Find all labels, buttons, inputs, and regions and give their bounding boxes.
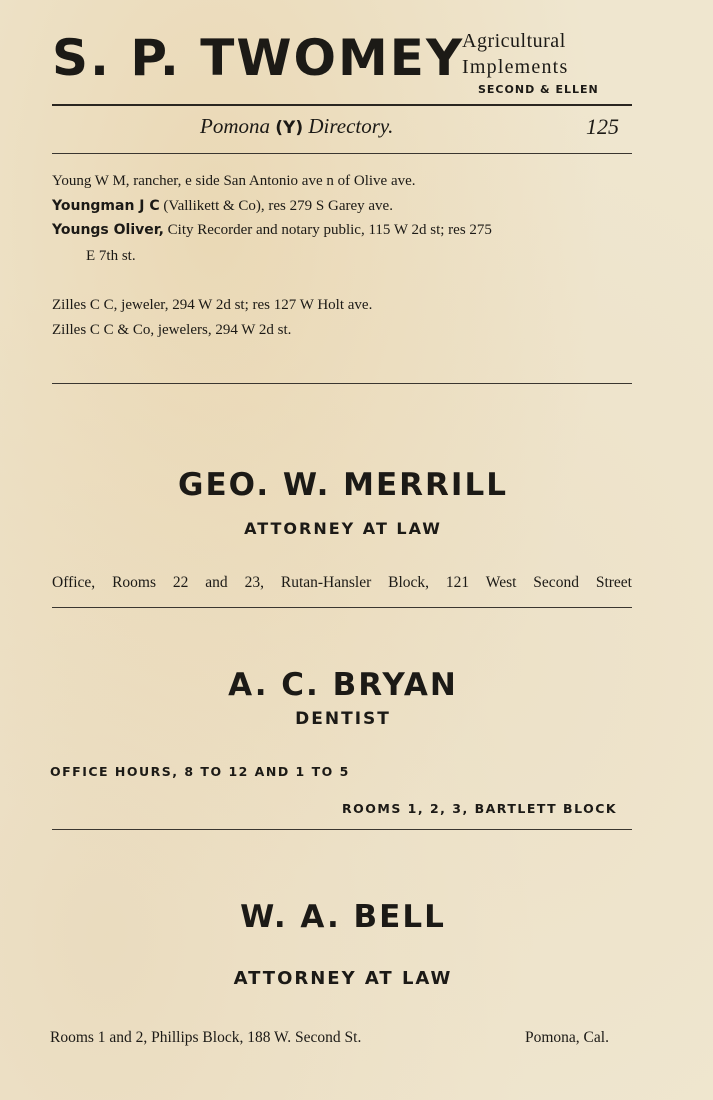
entry-text: Young W M, rancher, e side San Antonio ave n of Olive ave.	[52, 173, 416, 189]
merrill-office: Office, Rooms 22 and 23, Rutan-Hansler Block, 121 West Second Street	[52, 574, 632, 591]
header-business-name: S. P. TWOMEY	[52, 29, 465, 87]
entry-text: (Vallikett & Co), res 279 S Garey ave.	[159, 198, 393, 214]
header-address: SECOND & ELLEN	[478, 83, 599, 96]
list-item-continuation	[86, 247, 136, 266]
list-item	[52, 296, 372, 315]
merrill-name: GEO. W. MERRILL	[178, 467, 508, 503]
bryan-hours: OFFICE HOURS, 8 TO 12 AND 1 TO 5	[50, 764, 350, 779]
title-letter: (Y)	[275, 118, 304, 138]
list-item	[52, 197, 393, 216]
running-head-title	[200, 114, 393, 139]
entry-text: Zilles C C, jeweler, 294 W 2d st; res 127 W Holt ave.	[52, 297, 373, 313]
entry-name: Youngs Oliver,	[52, 222, 164, 238]
header-business-line1: Agricultural	[462, 30, 566, 52]
section-divider	[52, 383, 632, 384]
bryan-rooms: ROOMS 1, 2, 3, BARTLETT BLOCK	[342, 801, 618, 816]
bell-city: Pomona, Cal.	[525, 1029, 609, 1046]
list-item	[52, 172, 416, 191]
running-head-rule	[52, 153, 632, 154]
header-business-line2: Implements	[462, 56, 569, 78]
bryan-title: DENTIST	[295, 709, 391, 729]
entry-text: E 7th st.	[86, 248, 136, 264]
list-item	[52, 221, 492, 240]
entry-name: Youngman J C	[52, 198, 160, 214]
title-pre: Pomona	[200, 114, 276, 138]
bryan-name: A. C. BRYAN	[228, 667, 458, 703]
section-divider	[52, 829, 632, 830]
merrill-title: ATTORNEY AT LAW	[244, 519, 442, 538]
entry-text: Zilles C C & Co, jewelers, 294 W 2d st.	[52, 322, 292, 338]
bell-title: ATTORNEY AT LAW	[233, 968, 453, 989]
page-number: 125	[586, 114, 619, 139]
list-item	[52, 321, 291, 340]
header-rule	[52, 104, 632, 106]
section-divider	[52, 607, 632, 608]
title-post: Directory.	[303, 114, 394, 138]
bell-name: W. A. BELL	[240, 899, 446, 935]
bell-rooms: Rooms 1 and 2, Phillips Block, 188 W. Second St.	[50, 1029, 362, 1046]
entry-text: City Recorder and notary public, 115 W 2d st; res 275	[163, 222, 492, 238]
